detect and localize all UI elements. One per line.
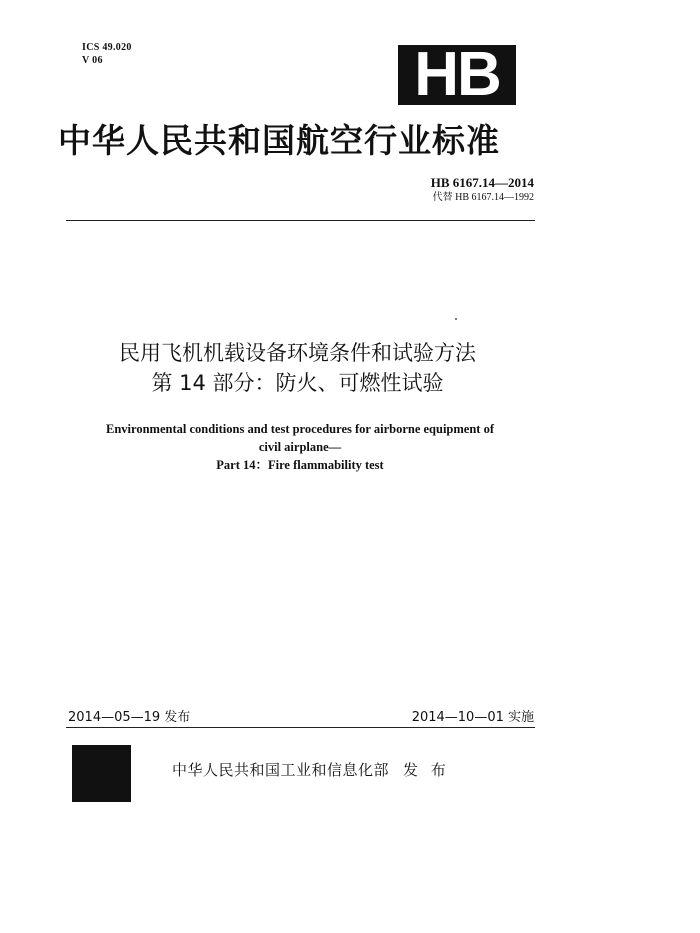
issuer [172, 759, 450, 780]
standard-number: HB 6167.14—2014 [430, 175, 534, 190]
issue-word: 发 布 [403, 761, 450, 779]
english-title-line-3: Part 14：Fire flammability test [216, 458, 384, 472]
ministry-logo-block [72, 745, 131, 802]
bottom-divider [66, 727, 535, 728]
classification-codes [82, 41, 132, 67]
chinese-title-line-1: 民用飞机机载设备环境条件和试验方法 [119, 341, 476, 365]
standard-body-title: 中华人民共和国航空行业标准 [58, 121, 500, 160]
hb-logo: HB [398, 45, 516, 105]
chinese-title [0, 338, 595, 398]
issue-date: 2014—05—19 发布 [68, 710, 191, 725]
english-title [0, 420, 600, 474]
category-code: V 06 [82, 55, 103, 66]
top-divider [66, 220, 535, 221]
english-title-line-1: Environmental conditions and test procedures for airborne equipment of [106, 422, 494, 436]
effective-date: 2014—10—01 实施 [411, 710, 534, 725]
english-title-line-2: civil airplane— [258, 440, 342, 454]
chinese-title-line-2: 第 14 部分：防火、可燃性试验 [151, 371, 444, 395]
replaces-standard: 代替 HB 6167.14—1992 [432, 192, 534, 203]
ics-code: ICS 49.020 [82, 42, 132, 53]
issuer-name: 中华人民共和国工业和信息化部 [172, 761, 390, 779]
speck [455, 318, 457, 320]
standard-number-block [431, 175, 534, 205]
